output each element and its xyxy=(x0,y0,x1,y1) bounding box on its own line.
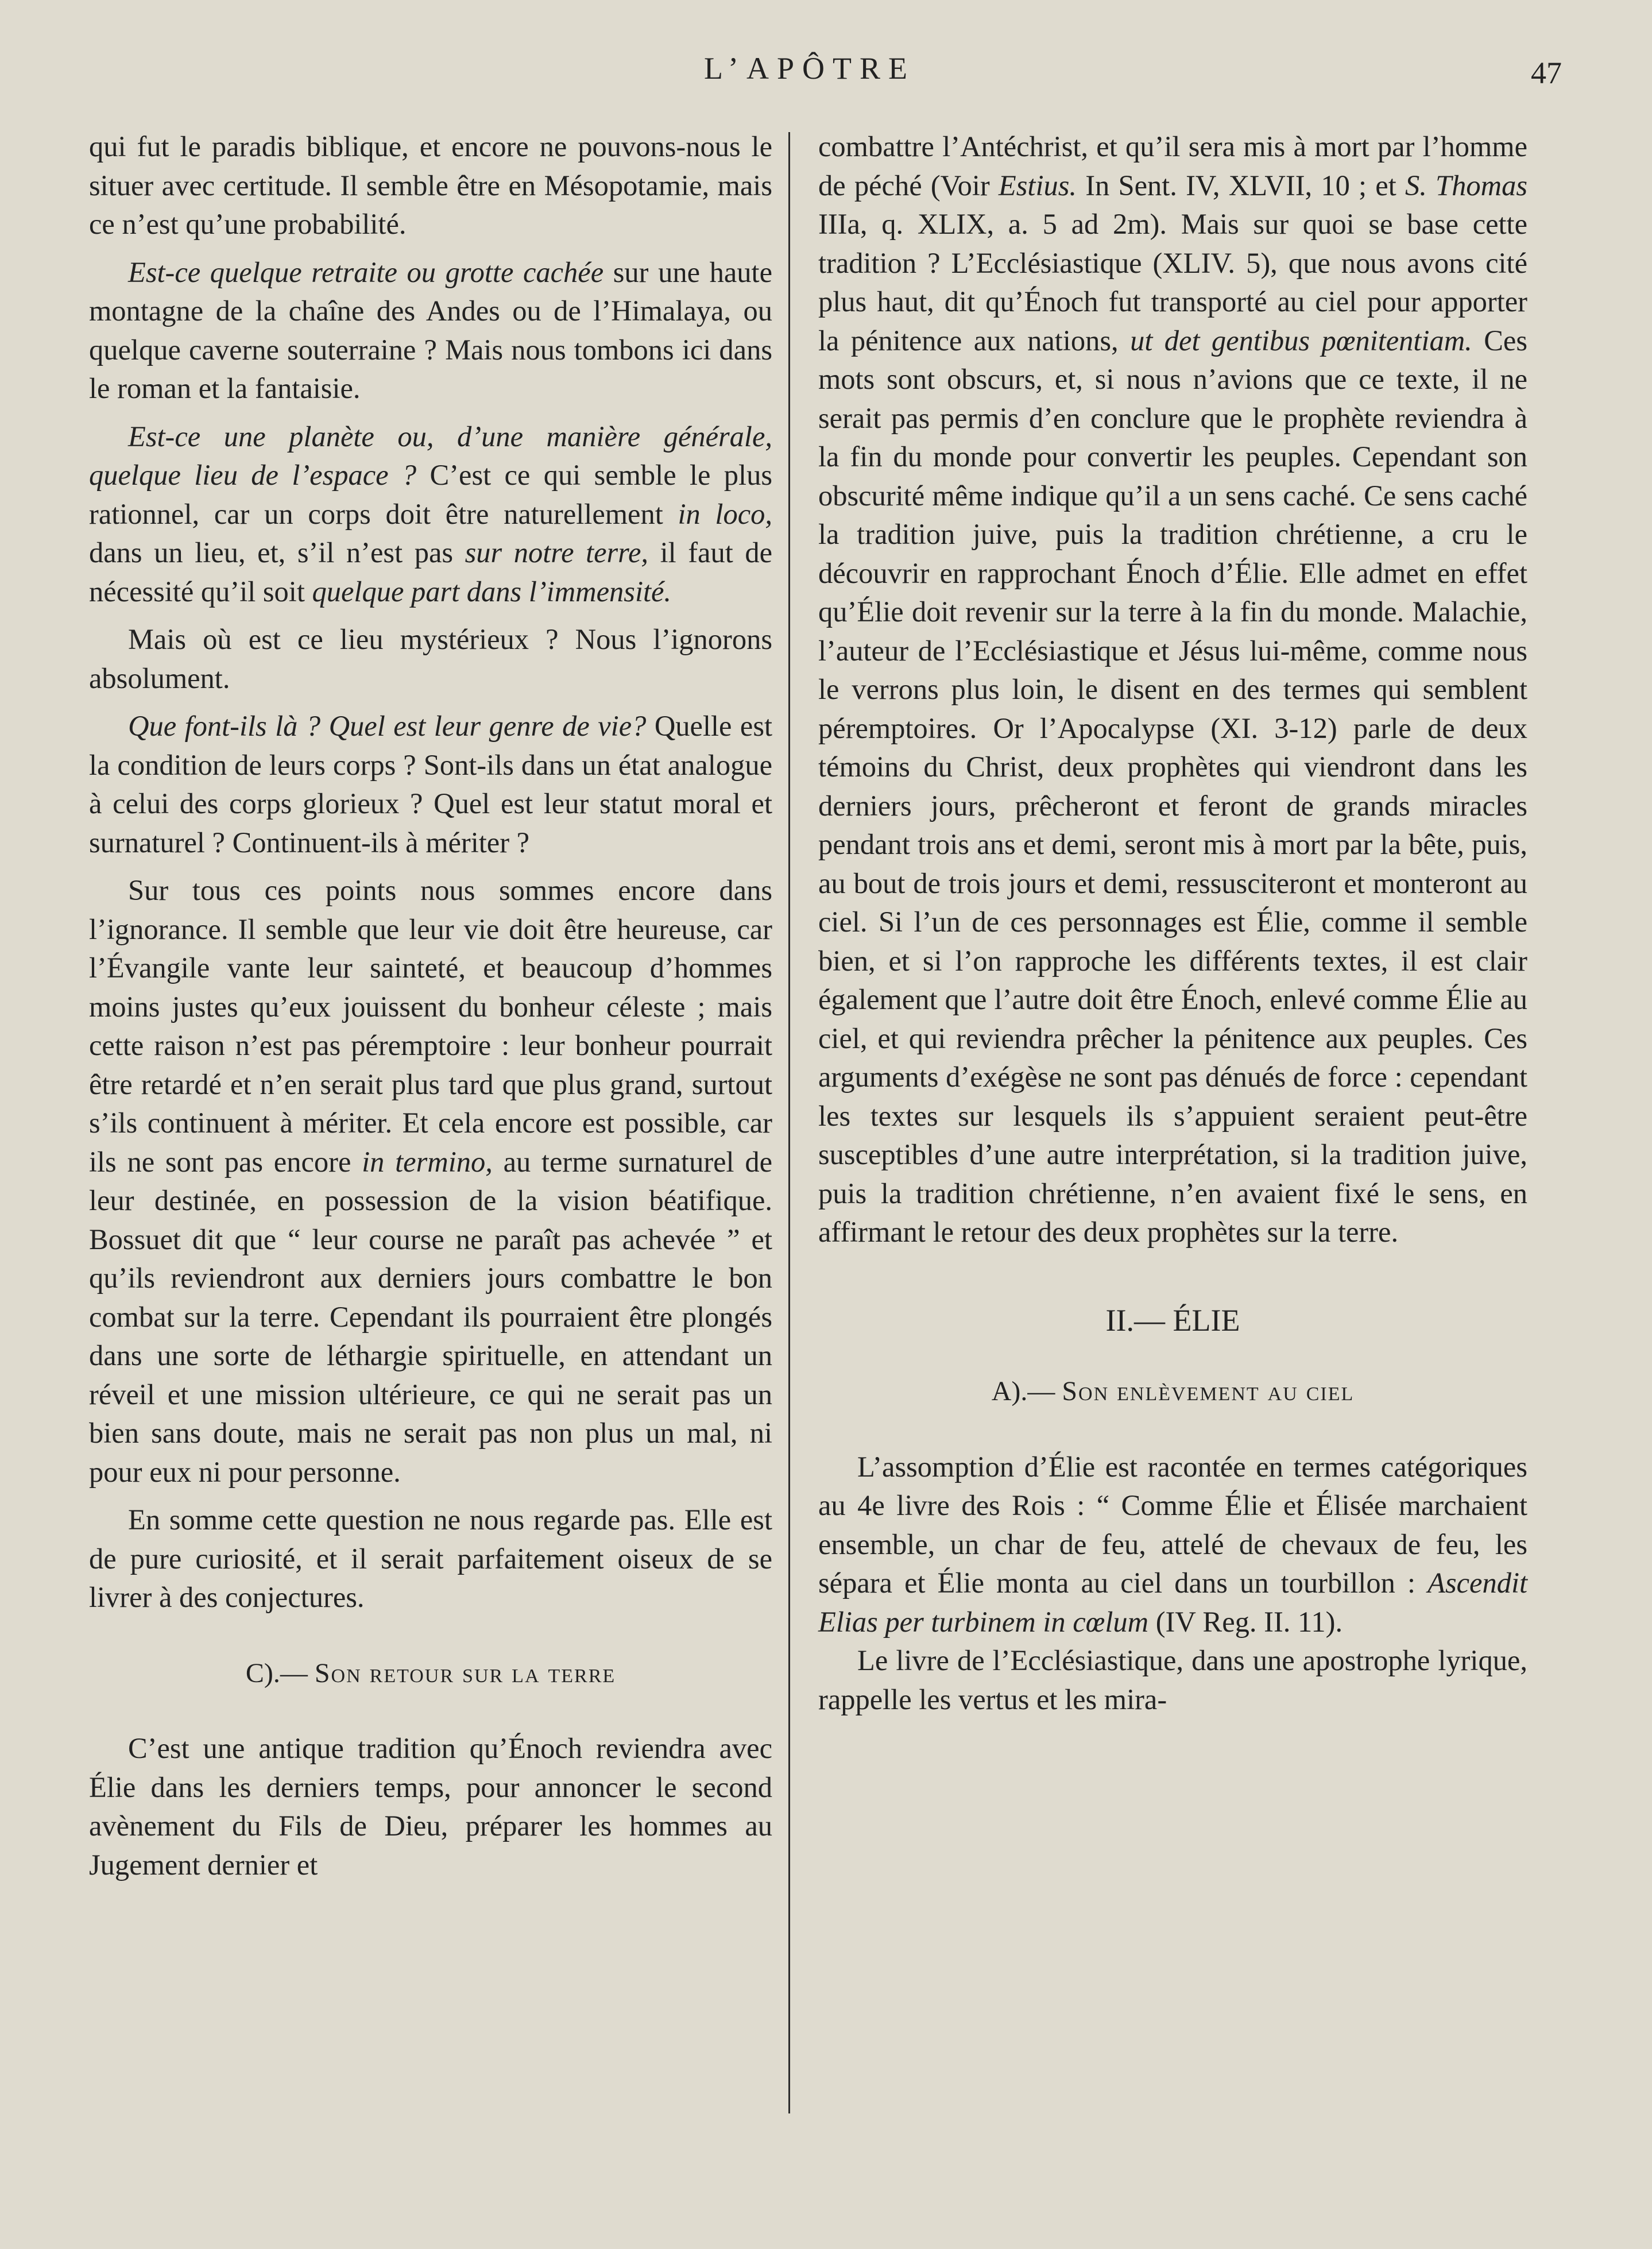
paragraph: Est-ce une planète ou, d’une manière générale, quelque lieu de l’espace ? C’est ce qui semble le plus rationnel, car un corps doit être naturellement in loco, dans un lieu, et, s’il n’est pas sur notre terre, il faut de nécessité qu’il soit quelque part dans l’immensité. xyxy=(89,420,772,608)
running-header-title: L’APÔTRE xyxy=(703,51,916,86)
section-heading-a: A).— Son enlèvement au ciel xyxy=(991,1376,1355,1406)
column-divider xyxy=(788,132,790,2113)
page-number: 47 xyxy=(1531,56,1562,90)
section-heading-c: C).— Son retour sur la terre xyxy=(245,1657,616,1688)
paragraph: qui fut le paradis biblique, et encore ne pouvons-nous le situer avec certitude. Il semble être en Mésopotamie, mais ce n’est qu’une probabilité. xyxy=(89,130,772,240)
paragraph: combattre l’Antéchrist, et qu’il sera mis à mort par l’homme de péché (Voir Estius. In Sent. IV, XLVII, 10 ; et S. Thomas IIIa, q. XLIX, a. 5 ad 2m). Mais sur quoi se base cette tradition ? L’Ecclésiastique (XLIV. 5), que nous avons cité plus haut, dit qu’Énoch fut transporté au ciel pour apporter la pénitence aux nations, ut det gentibus pœnitentiam. Ces mots sont obscurs, et, si nous n’avions que ce texte, il ne serait pas permis d’en conclure que le prophète reviendra à la fin du monde pour convertir les peuples. Cependant son obscurité même indique qu’il a un sens caché. Ce sens caché la tradition juive, puis la tradition chrétienne, a cru le découvrir en rapprochant Énoch d’Élie. Elle admet en effet qu’Élie doit revenir sur la terre à la fin du monde. Malachie, l’auteur de l’Ecclésiastique et Jésus lui-même, comme nous le verrons plus loin, le disent en des termes qui semblent péremptoires. Or l’Apocalypse (XI. 3-12) parle de deux témoins du Christ, deux prophètes qui viendront dans les derniers jours, prêcheront et feront de grands miracles pendant trois ans et demi, seront mis à mort par la bête, puis, au bout de trois jours et demi, ressusciteront et monteront au ciel. Si l’un de ces personnages est Élie, comme il semble bien, et si l’on rapproche les différents textes, il est clair également que l’autre doit être Énoch, enlevé comme Élie au ciel, et qui reviendra prêcher la pénitence aux peuples. Ces arguments d’exégèse ne sont pas dénués de force : cependant les textes sur lesquels ils s’appuient seraient peut-être susceptibles d’une autre interprétation, si la tradition juive, puis la tradition chrétienne, n’en avaient fixé le sens, en affirmant le retour des deux prophètes sur la terre. xyxy=(818,130,1527,1248)
paragraph: C’est une antique tradition qu’Énoch reviendra avec Élie dans les derniers temps, pour annoncer le second avènement du Fils de Dieu, préparer les hommes au Jugement dernier et xyxy=(89,1732,772,1881)
paragraph: Que font-ils là ? Quel est leur genre de vie? Quelle est la condition de leurs corps ? Sont-ils dans un état analogue à celui des corps glorieux ? Quel est leur statut moral et surnaturel ? Continuent-ils à mériter ? xyxy=(89,710,772,859)
paragraph: Le livre de l’Ecclésiastique, dans une apostrophe lyrique, rappelle les vertus et les mira- xyxy=(818,1644,1527,1715)
italic-question: Est-ce une planète ou, d’une manière générale, quelque lieu de l’espace ? xyxy=(89,420,772,491)
right-column xyxy=(818,127,1527,1719)
italic-question: Que font-ils là ? Quel est leur genre de vie? xyxy=(128,710,647,742)
paragraph: L’assomption d’Élie est racontée en termes catégoriques au 4e livre des Rois : “ Comme Élie et Élisée marchaient ensemble, un char de feu, attelé de chevaux de feu, les sépara et Élie monta au ciel dans un tourbillon : Ascendit Elias per turbinem in cœlum (IV Reg. II. 11). xyxy=(818,1450,1527,1638)
paragraph: Est-ce quelque retraite ou grotte cachée sur une haute montagne de la chaîne des Andes ou de l’Himalaya, ou quelque caverne souterraine ? Mais nous tombons ici dans le roman et la fantaisie. xyxy=(89,256,772,404)
italic-question: Est-ce quelque retraite ou grotte cachée xyxy=(128,256,604,288)
section-heading-ii: II.— ÉLIE xyxy=(1105,1303,1240,1338)
paragraph: Sur tous ces points nous sommes encore dans l’ignorance. Il semble que leur vie doit être heureuse, car l’Évangile vante leur sainteté, et beaucoup d’hommes moins justes qu’eux jouissent du bonheur céleste ; mais cette raison n’est pas péremptoire : leur bonheur pourrait être retardé et n’en serait plus tard que plus grand, surtout s’ils continuent à mériter. Et cela encore est possible, car ils ne sont pas encore in termino, au terme surnaturel de leur destinée, en possession de la vision béatifique. Bossuet dit que “ leur course ne paraît pas achevée ” et qu’ils reviendront aux derniers jours combattre le bon combat sur la terre. Cependant ils pourraient être plongés dans une sorte de léthargie spirituelle, en attendant un réveil et une mission ultérieure, ce qui ne serait pas un bien sans doute, mais ne serait pas non plus un mal, ni pour eux ni pour personne. xyxy=(89,874,772,1488)
paragraph: En somme cette question ne nous regarde pas. Elle est de pure curiosité, et il serait parfaitement oiseux de se livrer à des conjectures. xyxy=(89,1504,772,1613)
paragraph: Mais où est ce lieu mystérieux ? Nous l’ignorons absolument. xyxy=(89,623,772,694)
left-column xyxy=(89,127,772,1884)
